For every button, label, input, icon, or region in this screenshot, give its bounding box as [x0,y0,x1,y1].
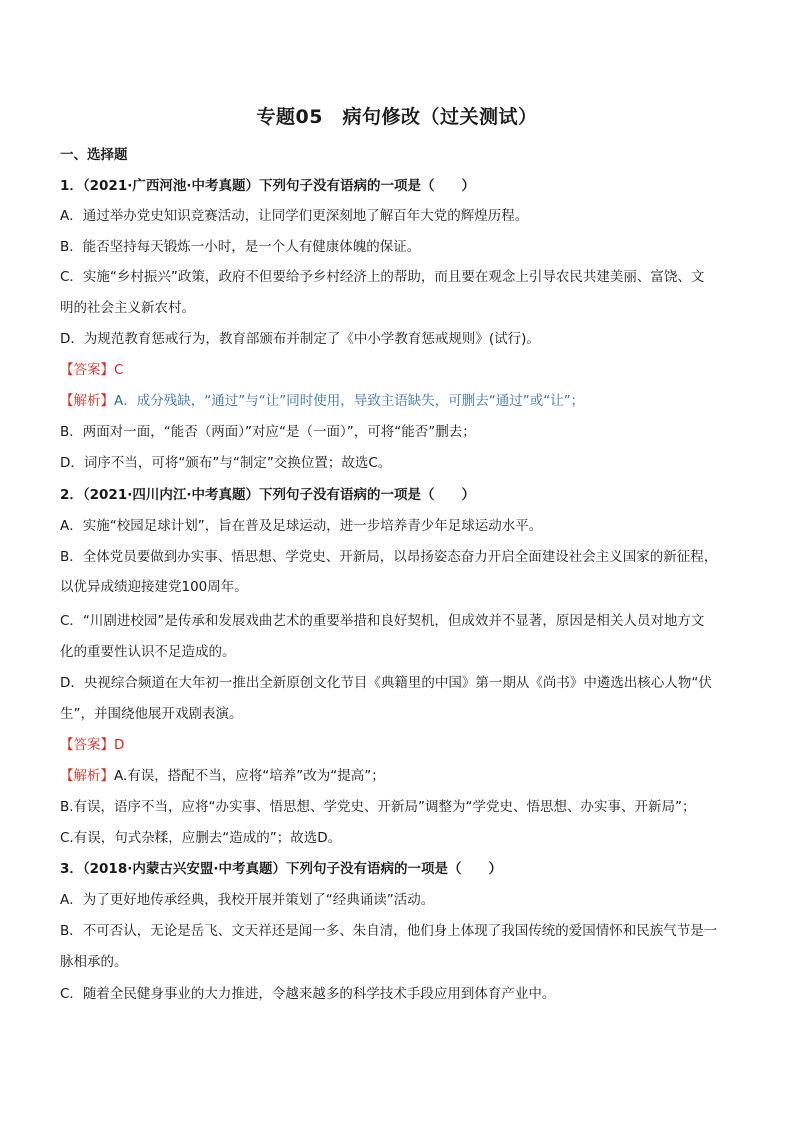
question-2-option-d-line1: D．央视综合频道在大年初一推出全新原创文化节目《典籍里的中国》第一期从《尚书》中遴选出核心人物“伏 [60,675,712,691]
question-1-option-c-line1: C．实施“乡村振兴”政策，政府不但要给予乡村经济上的帮助，而且要在观念上引导农民共建美丽、富饶、文 [60,269,705,285]
question-3-option-b-line2: 脉相承的。 [60,954,128,970]
answer-label: 【答案】 [60,362,114,378]
question-2-answer [60,736,750,754]
question-2-option-c-line2: 化的重要性认识不足造成的。 [60,644,236,660]
analysis-text: A．成分残缺，“通过”与“让”同时使用，导致主语缺失，可删去“通过”或“让”； [114,393,585,409]
question-1-analysis-line3: D．词序不当，可将“颁布”与“制定”交换位置；故选C。 [60,455,392,471]
question-1-option-a: A．通过举办党史知识竞赛活动，让同学们更深刻地了解百年大党的辉煌历程。 [60,208,529,224]
answer-value: D [114,737,125,753]
question-3-stem: 3．（2018·内蒙古兴安盟·中考真题）下列句子没有语病的一项是（ ） [60,861,502,877]
answer-label: 【答案】 [60,737,114,753]
page-title: 专题05 病句修改（过关测试） [256,106,538,128]
analysis-text: A.有误，搭配不当，应将“培养”改为“提高”； [114,768,385,784]
analysis-label: 【解析】 [60,768,114,784]
question-2-option-d-line2: 生”，并围绕他展开戏剧表演。 [60,706,243,722]
question-2-analysis-line2: B.有误，语序不当，应将“办实事、悟思想、学党史、开新局”调整为“学党史、悟思想、办实事、开新局”； [60,799,696,815]
section-heading: 一、选择题 [60,147,128,163]
question-3-option-c: C．随着全民健身事业的大力推进，令越来越多的科学技术手段应用到体育产业中。 [60,986,556,1002]
question-1-analysis-line1 [60,392,750,410]
question-2-analysis-line1 [60,767,750,785]
question-1-option-c-line2: 明的社会主义新农村。 [60,300,195,316]
question-3-option-a: A．为了更好地传承经典，我校开展并策划了“经典诵读”活动。 [60,892,435,908]
question-1-analysis-line2: B．两面对一面，“能否（两面）”对应“是（一面）”，可将“能否”删去； [60,424,476,440]
question-2-option-b-line2: 以优异成绩迎接建党100周年。 [60,579,248,595]
question-3-option-b-line1: B．不可否认，无论是岳飞、文天祥还是闻一多、朱自清，他们身上体现了我国传统的爱国情怀和民族气节是一 [60,923,718,939]
question-2-analysis-line3: C.有误，句式杂糅，应删去“造成的”；故选D。 [60,830,342,846]
question-1-option-b: B．能否坚持每天锻炼一小时，是一个人有健康体魄的保证。 [60,239,421,255]
question-2-stem: 2．（2021·四川内江·中考真题）下列句子没有语病的一项是（ ） [60,487,475,503]
answer-value: C [114,362,124,378]
question-2-option-c-line1: C．“川剧进校园”是传承和发展戏曲艺术的重要举措和良好契机，但成效并不显著，原因是相关人员对地方文 [60,613,705,629]
analysis-label: 【解析】 [60,393,114,409]
question-2-option-a: A．实施“校园足球计划”，旨在普及足球运动，进一步培养青少年足球运动水平。 [60,518,543,534]
question-2-option-b-line1: B．全体党员要做到办实事、悟思想、学党史、开新局，以昂扬姿态奋力开启全面建设社会主义国家的新征程， [60,549,718,565]
question-1-answer [60,361,750,379]
question-1-stem: 1．（2021·广西河池·中考真题）下列句子没有语病的一项是（ ） [60,178,475,194]
question-1-option-d: D．为规范教育惩戒行为，教育部颁布并制定了《中小学教育惩戒规则》(试行)。 [60,331,540,347]
